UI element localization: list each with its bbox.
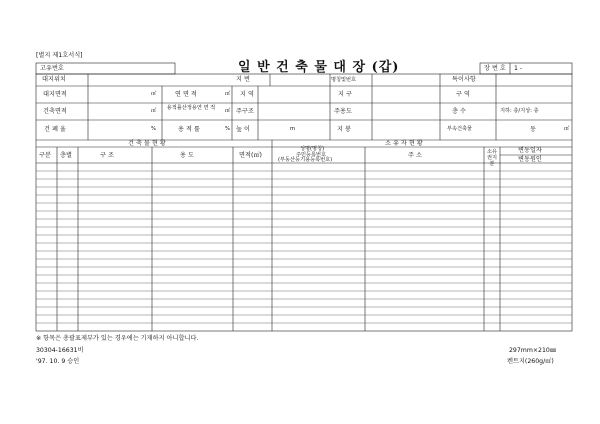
zone-label: 지 역 (240, 91, 254, 98)
main-structure-label: 주구조 (236, 108, 254, 115)
form-code: 30304-16631비 (36, 347, 84, 354)
annex-label: 부속건축물 (447, 126, 473, 132)
zone2-label: 구 역 (456, 91, 470, 98)
use-col: 용 도 (180, 152, 194, 159)
owner-status-heading: 소 유 자 현 황 (385, 140, 423, 147)
gross-area-label: 연 면 적 (175, 91, 197, 98)
far-area-label: 용적률산정용연 면 적 (166, 105, 216, 111)
far-label: 용 적 률 (178, 126, 200, 133)
site-location-label: 대지위치 (42, 76, 66, 83)
owner-reg-col: (부동산등기용등록번호) (278, 157, 333, 163)
change-cause-col: 변동원인 (518, 156, 542, 163)
site-area-unit: ㎡ (151, 91, 157, 97)
share-col: 소유권지 분 (486, 149, 498, 167)
district-label: 지 구 (338, 91, 352, 98)
division-col: 구분 (39, 152, 51, 159)
far-area-unit: ㎡ (225, 108, 231, 114)
far-unit: % (225, 126, 230, 132)
paper-type: 켄트지(260g/㎡) (507, 358, 554, 365)
change-date-col: 변동일자 (518, 147, 542, 154)
site-area-label: 대지면적 (43, 91, 67, 98)
owner-id-col: 주민등록번호 (296, 152, 327, 158)
gross-area-unit: ㎡ (225, 91, 231, 97)
address-col: 주 소 (408, 152, 422, 159)
roof-label: 지 붕 (337, 126, 351, 133)
footer-note: ※ 항목은 총괄표제부가 있는 경우에는 기재하지 아니합니다. (36, 335, 199, 342)
coverage-unit: % (151, 126, 156, 132)
coverage-label: 건 폐 율 (44, 126, 66, 133)
name-number-label: 명칭및번호 (331, 77, 357, 83)
height-label: 높 이 (236, 126, 250, 133)
page-title: 일 반 건 축 물 대 장 (갑) (238, 60, 400, 75)
floor-col: 층별 (60, 152, 72, 159)
floors-value: 지하: 층/지상: 층 (500, 108, 539, 114)
approval-date: '97. 10. 9 승인 (36, 358, 80, 365)
serial-label: 고유번호 (40, 65, 64, 72)
page-label: 장 번 호 (484, 65, 506, 72)
owner-name-col: 성명(명칭) (300, 146, 325, 152)
form-id: [별지 제1호서식] (36, 52, 83, 59)
annex-unit: 동 (530, 126, 536, 133)
area-col: 면적(㎡) (239, 152, 262, 159)
special-notes-label: 특이사항 (452, 76, 476, 83)
building-area-unit: ㎡ (151, 108, 157, 114)
height-unit: m (290, 126, 296, 132)
annex-area-unit: ㎡ (564, 126, 570, 132)
page-value: 1 - (514, 65, 523, 72)
main-use-label: 주용도 (334, 108, 352, 115)
building-area-label: 건축면적 (43, 108, 67, 115)
paper-size: 297mm×210㎜ (509, 347, 557, 354)
building-status-heading: 건 축 물 현 황 (128, 140, 166, 147)
structure-col: 구 조 (100, 152, 114, 159)
lot-number-label: 지 번 (236, 76, 250, 83)
floors-label: 층 수 (452, 108, 466, 115)
